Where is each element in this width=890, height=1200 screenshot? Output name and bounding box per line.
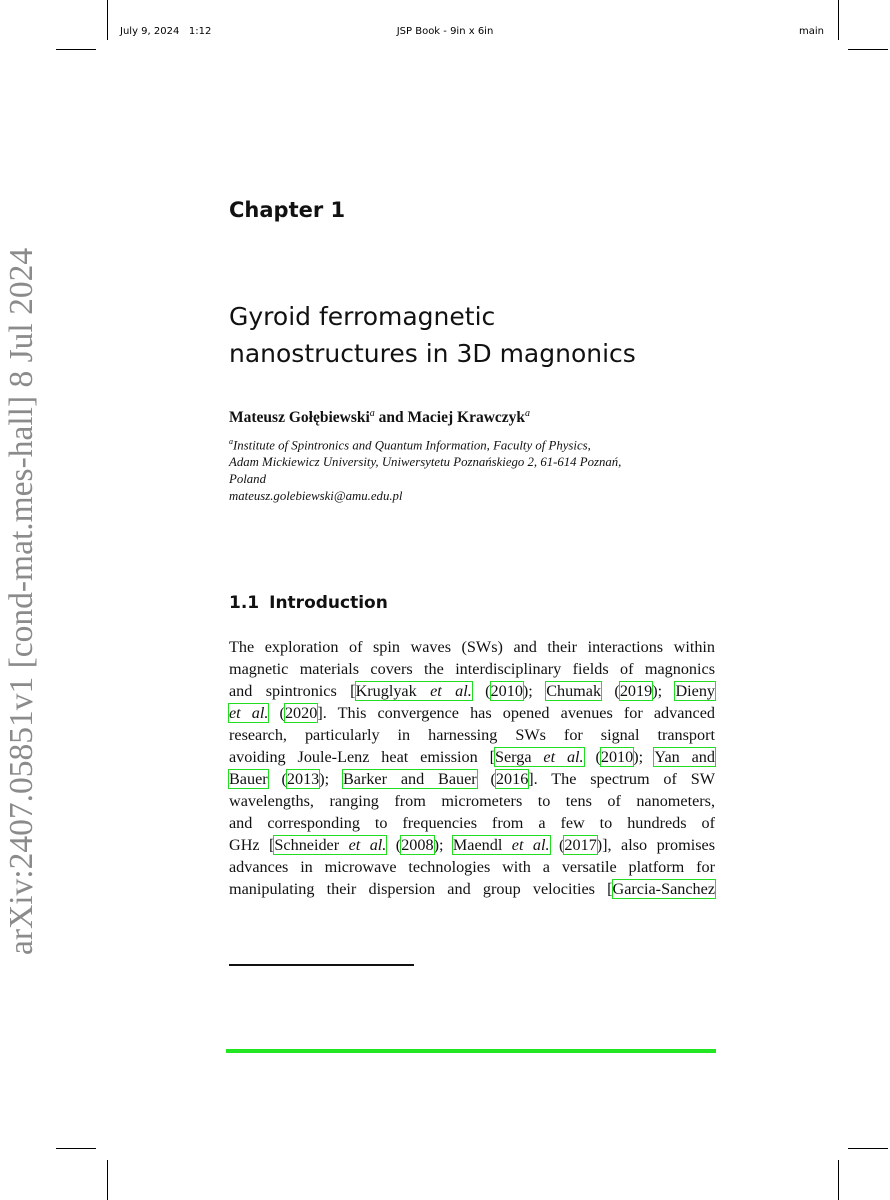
text-span: ]. The spectrum of SW: [528, 770, 715, 788]
text-line: The exploration of spin waves (SWs) and their interactions within: [229, 638, 715, 656]
author-name: Maciej Krawczyk: [407, 409, 526, 427]
crop-mark: [56, 1148, 96, 1149]
et-al-text: et al.: [511, 836, 550, 854]
text-line: research, particularly in harnessing SWs for signal transport: [229, 726, 715, 744]
author-name: Mateusz Gołębiewski: [229, 409, 370, 427]
citation-year-link[interactable]: 2010: [490, 682, 523, 700]
author-list: [229, 408, 530, 427]
section-title: Introduction: [269, 593, 388, 613]
text-line: advances in microwave technologies with a versatile platform for: [229, 858, 715, 876]
arxiv-stamp: arXiv:2407.05851v1 [cond-mat.mes-hall] 8 Jul 2024: [3, 247, 40, 955]
text-span: GHz: [229, 836, 270, 854]
footnote-link-box[interactable]: [226, 1049, 716, 1053]
header-date: July 9, 2024: [120, 26, 180, 37]
text-line: and spintronics [Kruglyak et al. (2010); Chumak (2019); Dieny: [229, 682, 716, 700]
et-al-text: et al.: [543, 748, 584, 766]
citation-link[interactable]: [229, 704, 268, 722]
text-span: ]. This convergence has opened avenues for advanced: [317, 704, 715, 722]
crop-mark: [848, 49, 888, 50]
text-span: ], also promises: [602, 836, 716, 854]
et-al-text: et al.: [348, 836, 387, 854]
crop-mark: [838, 1160, 839, 1200]
citation-year-link[interactable]: 2020: [284, 704, 318, 722]
citation-link[interactable]: Bauer: [229, 770, 268, 788]
text-span: and spintronics: [229, 682, 351, 700]
text-span: avoiding Joule-Lenz heat emission: [229, 748, 490, 766]
footnote-rule: [229, 964, 414, 966]
affiliation-line: Adam Mickiewicz University, Uniwersytetu Poznańskiego 2, 61-614 Poznań,: [229, 455, 622, 470]
text-line: magnetic materials covers the interdisciplinary fields of magnonics: [229, 660, 715, 678]
chapter-title-line-1: Gyroid ferromagnetic: [229, 302, 496, 331]
section-heading: [229, 593, 388, 613]
citation-text: Kruglyak et al.: [355, 682, 472, 700]
header-datetime: [120, 26, 211, 37]
citation-link[interactable]: Garcia-Sanchez: [612, 880, 715, 898]
affiliation-marker: a: [525, 408, 531, 419]
chapter-label: Chapter 1: [229, 198, 346, 222]
chapter-title-line-2: nanostructures in 3D magnonics: [229, 339, 636, 368]
header-book: JSP Book - 9in x 6in: [396, 26, 494, 37]
citation-year-link[interactable]: 2019: [619, 682, 653, 700]
citation-year-link[interactable]: 2008: [401, 836, 434, 854]
crop-mark: [56, 49, 96, 50]
citation-link[interactable]: Dieny: [675, 682, 716, 700]
citation-year-link[interactable]: 2010: [600, 748, 634, 766]
citation-year-link[interactable]: 2013: [286, 770, 320, 788]
text-line: manipulating their dispersion and group velocities [Garcia-Sanchez: [229, 880, 715, 898]
author-email[interactable]: mateusz.golebiewski@amu.edu.pl: [229, 489, 403, 504]
affiliation-line: Institute of Spintronics and Quantum Information, Faculty of Physics,: [233, 438, 591, 453]
affiliation-line: Poland: [229, 472, 266, 487]
citation-link[interactable]: Serga et al.: [494, 748, 584, 766]
citation-link[interactable]: Maendl et al.: [452, 836, 550, 854]
section-number: 1.1: [229, 593, 260, 613]
text-line: wavelengths, ranging from micrometers to tens of nanometers,: [229, 792, 715, 810]
header-time: 1:12: [188, 26, 212, 37]
citation-year-link[interactable]: 2017: [564, 836, 597, 854]
citation-year-link[interactable]: 2016: [495, 770, 529, 788]
affiliation-marker: a: [369, 408, 375, 419]
crop-mark: [848, 1148, 888, 1149]
affiliation-block: [229, 433, 729, 505]
header-file: main: [799, 26, 824, 37]
citation-link[interactable]: Yan and: [654, 748, 715, 766]
text-line: GHz [Schneider et al. (2008); Maendl et al. (2017)], also promises: [229, 836, 716, 854]
chapter-title: [229, 298, 729, 372]
intro-paragraph: [229, 636, 715, 900]
text-line: et al. (2020]. This convergence has opened avenues for advanced: [229, 704, 715, 722]
author-conjunction: and: [378, 409, 404, 427]
et-al-text: et al.: [229, 704, 269, 722]
text-line: Bauer (2013); Barker and Bauer (2016]. The spectrum of SW: [229, 770, 715, 788]
crop-mark: [107, 1160, 108, 1200]
text-line: and corresponding to frequencies from a few to hundreds of: [229, 814, 715, 832]
citation-link[interactable]: Barker and Bauer: [342, 770, 477, 788]
affiliation-marker: a: [229, 437, 233, 446]
et-al-text: et al.: [430, 682, 472, 700]
text-span: manipulating their dispersion and group velocities: [229, 880, 608, 898]
citation-link[interactable]: Chumak: [546, 682, 602, 700]
running-header: [0, 26, 890, 42]
text-line: avoiding Joule-Lenz heat emission [Serga et al. (2010); Yan and: [229, 748, 715, 766]
citation-link[interactable]: Schneider et al.: [274, 836, 387, 854]
citation-link[interactable]: [356, 682, 472, 700]
